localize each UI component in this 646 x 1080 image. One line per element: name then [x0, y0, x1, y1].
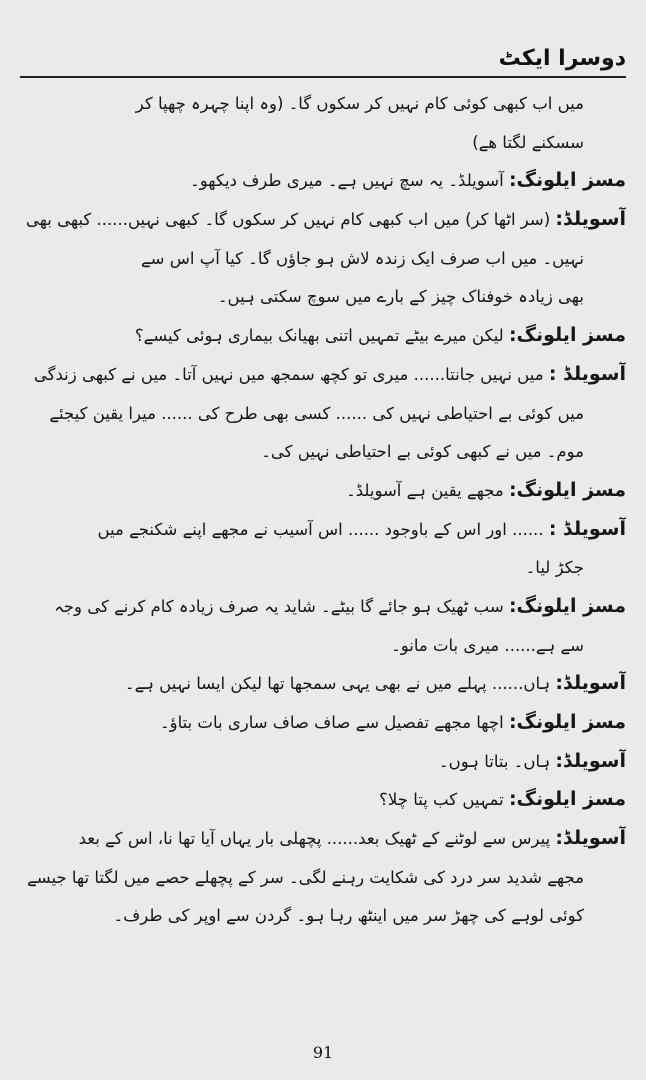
speaker-label: آسویلڈ: [555, 672, 626, 695]
speech-text: میں کوئی بے احتیاطی نہیں کی ...... کسی بھی طرح کی ...... میرا یقین کیجئے [49, 403, 584, 423]
dialogue-line [20, 239, 626, 278]
speaker-label: آسویلڈ : [548, 362, 626, 385]
speaker-label: مسز ایلونگ: [508, 594, 626, 617]
speech-text: نہیں۔ میں اب صرف ایک زندہ لاش ہو جاؤں گا۔ کیا آپ اس سے [140, 248, 584, 268]
dialogue-line [20, 200, 626, 239]
speech-text: بھی زیادہ خوفناک چیز کے بارے میں سوچ سکتی ہیں۔ [217, 287, 584, 307]
dialogue-line [20, 664, 626, 703]
speaker-label: آسویلڈ: [555, 208, 626, 231]
chapter-title: دوسرا ایکٹ [498, 46, 626, 71]
dialogue-line [20, 548, 626, 587]
speech-text: آسویلڈ۔ یہ سچ نہیں ہے۔ میری طرف دیکھو۔ [190, 171, 504, 191]
dialogue-line [20, 123, 626, 162]
dialogue-line [20, 780, 626, 819]
dialogue-line [20, 84, 626, 123]
page-number: 91 [312, 1043, 334, 1062]
dialogue-body [20, 84, 626, 935]
speaker-label: آسویلڈ: [555, 749, 626, 772]
dialogue-line [20, 394, 626, 433]
speech-text: موم۔ میں نے کبھی کوئی بے احتیاطی نہیں کی۔ [261, 442, 584, 462]
dialogue-line [20, 587, 626, 626]
speech-text: سسکنے لگتا ھے) [472, 132, 584, 152]
dialogue-line [20, 432, 626, 471]
dialogue-line [20, 896, 626, 935]
dialogue-line [20, 858, 626, 897]
speaker-label: مسز ایلونگ: [508, 711, 626, 733]
header-rule [20, 76, 626, 78]
speaker-label: مسز ایلونگ: [508, 478, 626, 501]
speaker-label: آسویلڈ : [548, 517, 626, 540]
speaker-label: مسز ایلونگ: [508, 324, 626, 347]
speech-text: سب ٹھیک ہو جائے گا بیٹے۔ شاید یہ صرف زیادہ کام کرنے کی وجہ [54, 596, 504, 616]
dialogue-line [20, 703, 626, 742]
speech-text: سے ہے...... میری بات مانو۔ [391, 635, 584, 655]
dialogue-line [20, 355, 626, 394]
dialogue-line [20, 471, 626, 510]
speech-text: ہاں...... پہلے میں نے بھی یہی سمجھا تھا لیکن ایسا نہیں ہے۔ [124, 674, 551, 694]
speech-text: تمہیں کب پتا چلا؟ [379, 790, 504, 810]
page-header [20, 44, 626, 76]
dialogue-line [20, 626, 626, 665]
speaker-label: مسز ایلونگ: [508, 169, 626, 192]
speech-text: میں نہیں جانتا...... میری تو کچھ سمجھ میں نہیں آتا۔ میں نے کبھی زندگی [33, 364, 544, 384]
speaker-label: آسویلڈ: [555, 827, 626, 850]
speech-text: پیرس سے لوٹنے کے ٹھیک بعد...... پچھلی بار یہاں آیا تھا نا، اس کے بعد [78, 829, 551, 849]
speech-text: لیکن میرے بیٹے تمہیں اتنی بھیانک بیماری ہوئی کیسے؟ [134, 326, 504, 346]
speech-text: ہاں۔ بتاتا ہوں۔ [439, 751, 551, 771]
speech-text: ...... اور اس کے باوجود ...... اس آسیب نے مجھے اپنے شکنجے میں [97, 519, 544, 539]
dialogue-line [20, 316, 626, 355]
speaker-label: مسز ایلونگ: [508, 788, 626, 811]
speech-text: مجھے یقین ہے آسویلڈ۔ [346, 480, 504, 500]
speech-text: جکڑ لیا۔ [525, 558, 584, 578]
dialogue-line [20, 742, 626, 781]
dialogue-line [20, 277, 626, 316]
dialogue-line [20, 819, 626, 858]
speech-text: اچھا مجھے تفصیل سے صاف صاف ساری بات بتاؤ۔ [159, 713, 504, 732]
dialogue-line [20, 161, 626, 200]
speech-text: (سر اٹھا کر) میں اب کبھی کام نہیں کر سکوں گا۔ کبھی نہیں...... کبھی بھی [25, 210, 551, 230]
speech-text: میں اب کبھی کوئی کام نہیں کر سکوں گا۔ (وہ اپنا چہرہ چھپا کر [135, 94, 584, 113]
dialogue-line [20, 510, 626, 549]
speech-text: مجھے شدید سر درد کی شکایت رہنے لگی۔ سر کے پچھلے حصے میں لگتا تھا جیسے [27, 867, 584, 887]
speech-text: کوئی لوہے کی چھڑ سر میں اینٹھ رہا ہو۔ گردن سے اوپر کی طرف۔ [113, 906, 584, 926]
